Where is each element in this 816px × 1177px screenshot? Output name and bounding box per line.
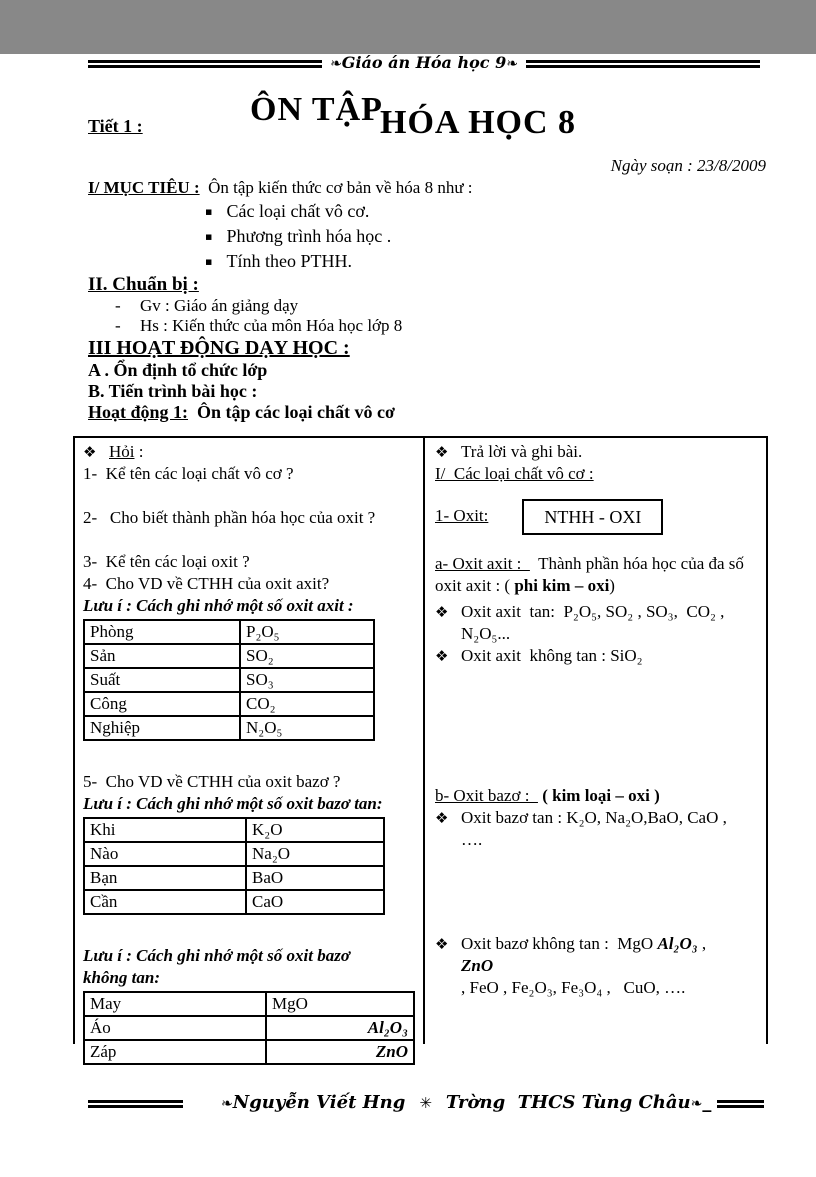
muc-tieu-heading: I/ MỤC TIÊU : (88, 178, 200, 197)
scroll-ornament-icon: ❧ (330, 56, 342, 72)
note-oxit-axit: Lưu í : Cách ghi nhớ một số oxit axit : (83, 596, 354, 615)
mnemonic-word: Nào (84, 842, 246, 866)
oxit-bazo-khong-tan-cont: ZnO (461, 956, 494, 975)
oxit-bazo-label: b- Oxit bazơ : (435, 786, 538, 805)
header-rule (88, 54, 760, 73)
footer-author: Nguyễn Viết Hng (232, 1092, 406, 1113)
diamond-marker-icon: ❖ (435, 603, 449, 621)
document-page (0, 54, 816, 1177)
list-item-text: Tính theo PTHH. (226, 251, 352, 271)
footer-school: Trờng THCS Tùng Châu (445, 1092, 691, 1113)
oxit-axit-paragraph (435, 553, 758, 597)
list-item-text: Phương trình hóa học . (226, 226, 392, 246)
diamond-marker-icon: ❖ (435, 935, 449, 953)
table-row (84, 1040, 414, 1064)
line-a: A . Ổn định tổ chức lớp (88, 360, 268, 380)
chuan-bi-hs-text: Hs : Kiến thức của môn Hóa học lớp 8 (140, 316, 403, 335)
mnemonic-table-oxit-axit (83, 619, 375, 741)
mnemonic-word: Suất (84, 668, 240, 692)
oxit-bazo-bold: kim loại (552, 786, 612, 805)
oxit-bazo-tan-cont: …. (461, 830, 483, 849)
formula: CaO (246, 890, 384, 914)
dash: – (611, 786, 629, 805)
formula-bold: Al₂O₃ (657, 934, 698, 953)
answer-intro-text: Trả lời và ghi bài. (461, 442, 583, 461)
table-row (84, 1016, 414, 1040)
mnemonic-word: Nghiệp (84, 716, 240, 740)
table-row (84, 692, 374, 716)
muc-tieu-list (205, 199, 816, 274)
muc-tieu-intro: Ôn tập kiến thức cơ bản về hóa 8 như : (199, 178, 473, 197)
oxit-axit-bold: phi kim (514, 576, 571, 595)
footer-tail: _ (702, 1092, 712, 1113)
formula: N₂O₅ (240, 716, 374, 740)
table-row (84, 644, 374, 668)
question-4: 4- Cho VD về CTHH của oxit axit? (83, 574, 330, 593)
mnemonic-word: Bạn (84, 866, 246, 890)
hoat-dong-1-text: Ôn tập các loại chất vô cơ (188, 402, 395, 422)
asterisk-ornament-icon: ✳ (419, 1094, 432, 1112)
diamond-marker-icon: ❖ (435, 809, 449, 827)
hoat-dong-1-label: Hoạt động 1: (88, 402, 189, 422)
oxit-axit-khong-tan-text: Oxit axit không tan : SiO₂ (461, 646, 643, 665)
scroll-ornament-icon: ❧ (506, 56, 518, 72)
header-title (322, 54, 526, 73)
paren: ( (537, 786, 553, 805)
footer-rule-left (88, 1100, 183, 1108)
paren: ) (649, 786, 660, 805)
answer-intro (435, 441, 758, 463)
formula: Na₂O (246, 842, 384, 866)
page-title-part2: HÓA HỌC 8 (380, 104, 577, 141)
oxit-definition-box: NTHH - OXI (522, 499, 663, 535)
list-item (205, 249, 816, 274)
table-row (84, 842, 384, 866)
mnemonic-word: Záp (84, 1040, 266, 1064)
diamond-marker-icon: ❖ (435, 647, 449, 665)
mnemonic-word: Sản (84, 644, 240, 668)
question-3: 3- Kể tên các loại oxit ? (83, 552, 250, 571)
questions-column (75, 438, 425, 1061)
note-oxit-bazo-tan: Lưu í : Cách ghi nhớ một số oxit bazơ tan: (83, 794, 383, 813)
chuan-bi-gv (88, 296, 766, 316)
oxit-bazo-tan (435, 807, 758, 829)
formula: ZnO (266, 1040, 414, 1064)
formula: BaO (246, 866, 384, 890)
mnemonic-word: Phòng (84, 620, 240, 644)
scroll-ornament-icon: ❧ (690, 1096, 703, 1112)
section-heading-vo-co: I/ Các loại chất vô cơ : (435, 464, 594, 483)
section-muc-tieu (88, 177, 766, 199)
oxit-axit-label: a- Oxit axit : (435, 554, 530, 573)
scroll-ornament-icon: ❧ (221, 1096, 233, 1112)
question-1: 1- Kể tên các loại chất vô cơ ? (83, 464, 294, 483)
oxit-bazo-khong-tan (435, 933, 758, 955)
header-rule-right (526, 60, 760, 68)
oxit-label: 1- Oxit: (435, 505, 489, 525)
oxit-bazo-bold: oxi (628, 786, 650, 805)
page-title-part1: ÔN TẬP (250, 91, 383, 128)
oxit-axit-text: Thành phần hóa học của đa số oxit axit : ( (435, 554, 749, 595)
title-block (88, 91, 766, 153)
table-row (84, 818, 384, 842)
hoi-heading (83, 441, 415, 463)
header-title-text: Giáo án Hóa học 9 (341, 53, 507, 72)
footer (88, 1092, 764, 1115)
square-bullet-icon: ▪ (205, 230, 213, 243)
diamond-marker-icon: ❖ (435, 443, 449, 461)
hoat-dong-1 (88, 402, 766, 423)
dash-bullet: - (115, 296, 121, 315)
oxit-bazo-tan-text: Oxit bazơ tan : K₂O, Na₂O,BaO, CaO , (461, 808, 727, 827)
table-row (84, 668, 374, 692)
table-row (84, 716, 374, 740)
table-row (84, 992, 414, 1016)
formula: SO₃ (240, 668, 374, 692)
mnemonic-table-bazo-tan (83, 817, 385, 915)
comma: , (697, 934, 707, 953)
formula: P₂O₅ (240, 620, 374, 644)
list-item-text: Các loại chất vô cơ. (226, 201, 370, 221)
note-oxit-bazo-khong-tan: Lưu í : Cách ghi nhớ một số oxit bazơ không tan: (83, 946, 355, 987)
hoi-colon: : (134, 442, 144, 461)
chuan-bi-hs (88, 316, 766, 336)
dash-bullet: - (115, 316, 121, 335)
dash: – (570, 576, 588, 595)
oxit-bazo-khong-tan-rest: , FeO , Fe₂O₃, Fe₃O₄ , CuO, …. (461, 978, 686, 997)
oxit-bazo-heading (435, 785, 758, 807)
oxit-axit-khong-tan (435, 645, 758, 667)
mnemonic-word: Khi (84, 818, 246, 842)
hoi-label: Hỏi (109, 442, 135, 461)
mnemonic-table-bazo-khong-tan (83, 991, 415, 1065)
oxit-definition-row (435, 499, 758, 535)
question-2: 2- Cho biết thành phần hóa học của oxit ? (83, 508, 376, 527)
formula: Al₂O₃ (266, 1016, 414, 1040)
lesson-table (73, 436, 768, 1061)
lesson-number: Tiết 1 : (88, 116, 143, 136)
oxit-axit-tan (435, 601, 758, 645)
mnemonic-word: Cần (84, 890, 246, 914)
table-row (84, 620, 374, 644)
formula: MgO (266, 992, 414, 1016)
table-row (84, 890, 384, 914)
mnemonic-word: Công (84, 692, 240, 716)
oxit-axit-bold: oxi (587, 576, 610, 595)
footer-text (221, 1092, 711, 1115)
answers-column (425, 438, 766, 1044)
footer-rule-right (717, 1100, 764, 1108)
question-5: 5- Cho VD về CTHH của oxit bazơ ? (83, 772, 341, 791)
formula: SO₂ (240, 644, 374, 668)
square-bullet-icon: ▪ (205, 205, 213, 218)
chuan-bi-gv-text: Gv : Giáo án giảng dạy (140, 296, 299, 315)
mnemonic-word: May (84, 992, 266, 1016)
list-item (205, 224, 816, 249)
mnemonic-word: Áo (84, 1016, 266, 1040)
formula: CO₂ (240, 692, 374, 716)
diamond-marker-icon: ❖ (83, 443, 97, 461)
oxit-bazo-khong-tan-text: Oxit bazơ không tan : MgO (461, 934, 658, 953)
chuan-bi-heading: II. Chuẩn bị : (88, 274, 199, 295)
formula: K₂O (246, 818, 384, 842)
hoat-dong-heading: III HOẠT ĐỘNG DẠY HỌC : (88, 337, 350, 359)
list-item (205, 199, 816, 224)
oxit-axit-tan-text: Oxit axit tan: P₂O₅, SO₂ , SO₃, CO₂ , N₂O₅... (461, 602, 729, 643)
square-bullet-icon: ▪ (205, 255, 213, 268)
table-row (84, 866, 384, 890)
date-line: Ngày soạn : 23/8/2009 (610, 156, 766, 175)
line-b: B. Tiến trình bài học : (88, 381, 258, 401)
oxit-axit-text: ) (609, 576, 615, 595)
header-rule-left (88, 60, 322, 68)
